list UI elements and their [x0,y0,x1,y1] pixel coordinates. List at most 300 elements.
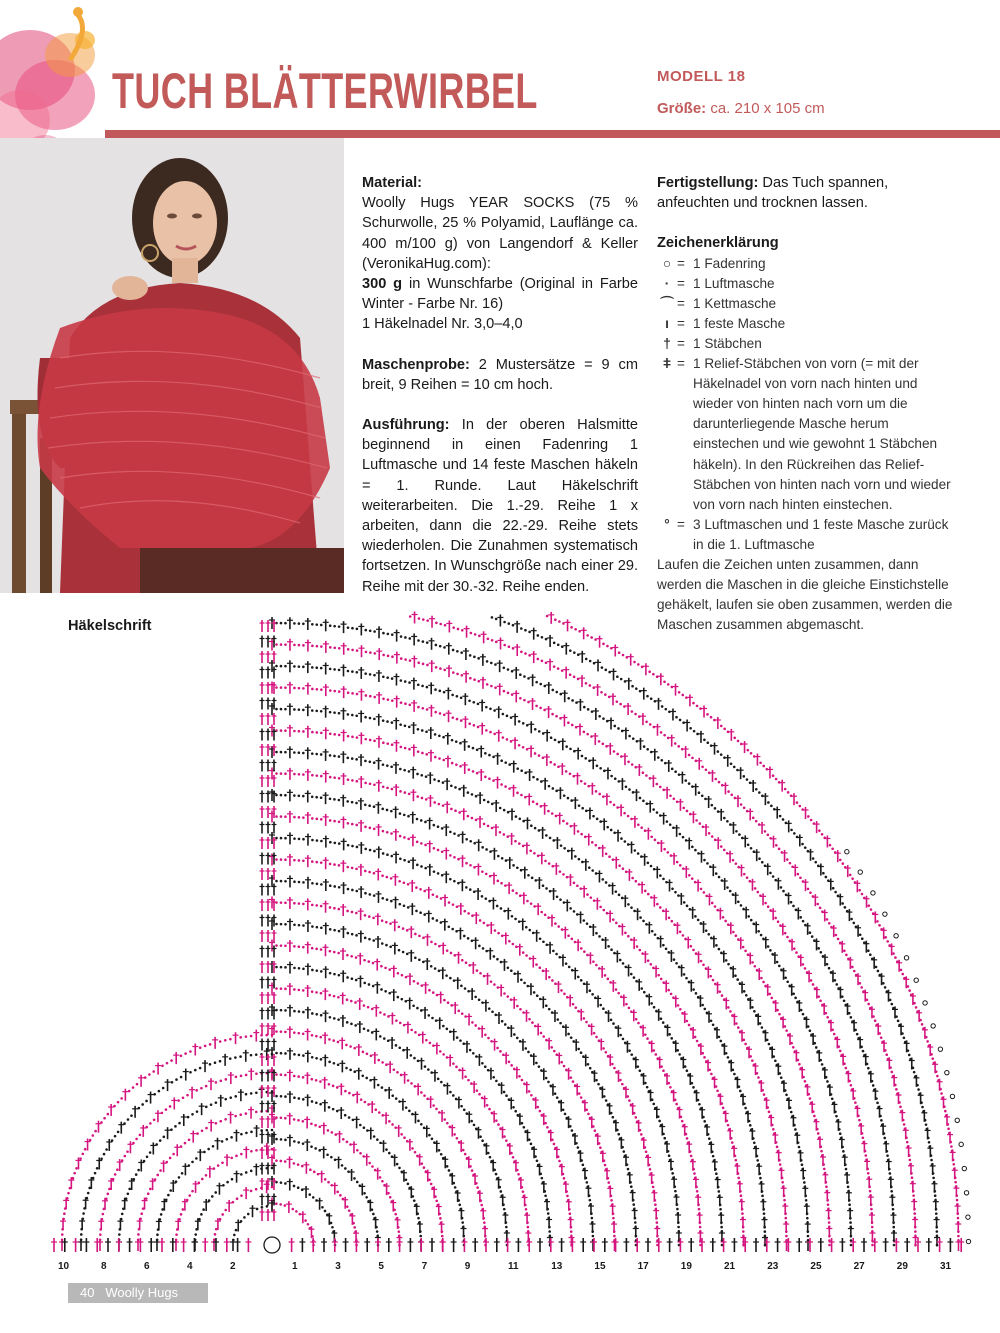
chain-mark [688,754,691,757]
chain-mark [708,1068,711,1071]
chain-mark [315,796,318,799]
chain-mark [516,767,519,770]
chain-mark [556,1096,559,1099]
chain-mark [494,929,497,932]
chain-mark [846,1181,849,1184]
chain-mark [386,898,389,901]
chain-mark [506,715,509,718]
chain-mark [361,1075,364,1078]
chain-mark [527,677,530,680]
chain-mark [550,1046,553,1049]
chain-mark [650,835,653,838]
chain-mark [395,1097,398,1100]
chain-mark [871,1226,874,1229]
chain-mark [483,1217,486,1220]
chain-mark [671,920,674,923]
chain-mark [424,1065,427,1068]
chain-mark [284,1052,287,1055]
chain-mark [802,920,805,923]
chain-mark [663,1137,666,1140]
chain-mark [717,750,720,753]
chain-mark [828,967,831,970]
chain-mark [628,735,631,738]
chain-mark [911,1176,914,1179]
chain-mark [886,940,889,943]
chain-mark [696,705,699,708]
chain-mark [451,762,454,765]
chain-mark [745,994,748,997]
chain-mark [404,636,407,639]
chain-mark [613,750,616,753]
chain-mark [726,886,729,889]
chain-mark [373,894,376,897]
chain-mark [442,804,445,807]
chain-mark [812,857,815,860]
chain-mark [632,1199,635,1202]
chain-mark [578,1092,581,1095]
chain-mark [510,969,513,972]
chain-mark [333,711,336,714]
chain-mark [622,1150,625,1153]
chain-mark [398,1046,401,1049]
chain-mark [912,1194,915,1197]
chain-mark [790,1042,793,1045]
chain-mark [703,891,706,894]
chain-mark [592,960,595,963]
chain-mark [794,997,797,1000]
chain-mark [434,943,437,946]
chain-mark [485,706,488,709]
chain-mark [382,654,385,657]
chain-mark [645,720,648,723]
chain-mark [634,849,637,852]
chain-mark [563,1177,566,1180]
chain-mark [629,1181,632,1184]
chain-mark [391,677,394,680]
chain-mark [819,1145,822,1148]
chain-mark [727,963,730,966]
chain-mark [309,1168,312,1171]
chain-mark [615,922,618,925]
chain-mark [551,689,554,692]
legend-text: 1 Stäbchen [693,335,762,351]
chain-mark [646,748,649,751]
chain-mark [491,803,494,806]
chain-mark [573,651,576,654]
chain-mark [577,678,580,681]
chain-mark [424,821,427,824]
chain-mark [562,1108,565,1111]
chain-mark [417,706,420,709]
chain-mark [776,961,779,964]
chain-mark [636,945,639,948]
chain-mark [280,1095,283,1098]
chain-mark [329,819,332,822]
chain-mark [956,1212,959,1215]
chain-mark [602,1007,605,1010]
chain-mark [381,1061,384,1064]
chain-mark [900,969,903,972]
chain-mark [467,791,470,794]
chain-mark [685,1133,688,1136]
chain-mark [689,727,692,730]
chain-mark [481,895,484,898]
chain-mark [529,849,532,852]
chain-mark [763,1093,766,1096]
chain-mark [520,650,523,653]
chain-mark [603,1159,606,1162]
chain-mark [558,620,561,623]
chain-mark [752,1137,755,1140]
chain-mark [404,747,407,750]
chain-mark [356,846,359,849]
chain-mark [691,846,694,849]
chain-mark [523,699,526,702]
chain-mark [613,1067,616,1070]
chain-mark [284,1009,287,1012]
chain-mark [315,818,318,821]
chain-mark [284,988,287,991]
chain-mark [569,1212,572,1215]
chain-mark [567,797,570,800]
chain-mark [634,1116,637,1119]
chain-mark [719,1040,722,1043]
chain-mark [460,1105,463,1108]
chain-mark [666,851,669,854]
chain-mark [637,823,640,826]
chain-mark [703,738,706,741]
chain-mark [284,945,287,948]
chain-mark [293,665,296,668]
chain-mark [169,1189,172,1192]
chain-mark [468,768,471,771]
chain-mark [432,917,435,920]
chain-mark [437,780,440,783]
chain-mark [324,1178,327,1181]
chain-mark [455,740,458,743]
chain-mark [320,667,323,670]
chain-mark [407,815,410,818]
chain-mark [221,1161,224,1164]
chain-mark [720,1102,723,1105]
chain-mark [828,922,831,925]
chain-mark [633,1112,636,1115]
chain-mark [302,1011,305,1014]
chain-mark [876,920,879,923]
chain-mark [383,1013,386,1016]
chain-mark [423,913,426,916]
chain-mark [847,1186,850,1189]
chain-mark [616,700,619,703]
chain-mark [315,753,318,756]
chain-mark [686,905,689,908]
chain-mark [376,1138,379,1141]
chain-mark [772,875,775,878]
chain-mark [747,915,750,918]
chain-mark [617,992,620,995]
chain-mark [668,1154,671,1157]
chain-mark [575,1142,578,1145]
chain-mark [293,859,296,862]
chain-mark [275,1202,278,1205]
chain-mark [640,987,643,990]
chain-mark [756,1159,759,1162]
chain-mark [894,1084,897,1087]
chain-mark [425,775,428,778]
chain-mark [293,1118,296,1121]
chain-mark [426,619,429,622]
chain-mark [563,992,566,995]
chain-mark [464,1153,467,1156]
chain-mark [347,888,350,891]
chain-mark [684,1065,687,1068]
chain-mark [351,627,354,630]
chain-mark [652,808,655,811]
chain-mark [742,946,745,949]
chain-mark [297,1119,300,1122]
chain-mark [711,902,714,905]
chain-mark [807,815,810,818]
chain-mark [458,1203,461,1206]
chain-mark [570,1226,573,1229]
chain-mark [720,1221,723,1224]
chain-mark [610,1199,613,1202]
chain-mark [742,1226,745,1229]
chain-mark [783,1199,786,1202]
chain-mark [915,1006,918,1009]
chain-mark [589,684,592,687]
chain-mark [384,990,387,993]
chain-mark [530,824,533,827]
chain-mark [280,815,283,818]
chain-mark [676,1049,679,1052]
chain-mark [433,801,436,804]
chain-mark [417,982,420,985]
chain-mark [347,844,350,847]
chain-mark [391,743,394,746]
chain-mark [744,1107,747,1110]
chain-mark [461,959,464,962]
chain-mark [669,823,672,826]
chain-mark [562,1173,565,1176]
chain-mark [552,787,555,790]
chain-mark [373,718,376,721]
chain-mark [512,1156,515,1159]
chain-mark [275,686,278,689]
chain-mark [654,839,657,842]
chain-mark [395,1019,398,1022]
chain-mark [592,1235,595,1238]
chain-mark [605,1099,608,1102]
chain-mark [934,1190,937,1193]
chain-mark [777,920,780,923]
chain-mark [628,1007,631,1010]
chain-mark [240,1153,243,1156]
chain-mark [577,830,580,833]
chain-mark [566,822,569,825]
chain-mark [298,967,301,970]
chain-mark [362,1051,365,1054]
chain-mark [420,865,423,868]
chain-mark [302,795,305,798]
chain-mark [422,663,425,666]
chain-mark [761,861,764,864]
chain-mark [835,983,838,986]
chain-mark [284,729,287,732]
chain-mark [624,840,627,843]
chain-mark [692,1168,695,1171]
chain-mark [586,1181,589,1184]
header-rule [105,130,1000,138]
chain-mark [481,1062,484,1065]
chain-mark [935,1212,938,1215]
chain-mark [202,1208,205,1211]
chain-mark [493,955,496,958]
chain-mark [735,862,738,865]
chain-mark [293,1053,296,1056]
chain-mark [606,826,609,829]
chain-mark [562,820,565,823]
chain-mark [644,1082,647,1085]
chain-mark [349,1045,352,1048]
chain-mark [551,713,554,716]
chain-mark [302,1032,305,1035]
chain-mark [420,842,423,845]
chain-mark [284,1182,287,1185]
chain-mark [476,749,479,752]
chain-mark [356,628,359,631]
material-text: Woolly Hugs YEAR SOCKS (75 % Schurwolle, 25 % Polyamid, Lauflänge ca. 400 m/100 g) von Langendorf & Keller (VeronikaHug.com): [362,195,638,272]
chain-mark [548,1226,551,1229]
chain-mark [712,1155,715,1158]
chain-mark [471,793,474,796]
legend-symbol: ı [665,315,669,331]
chain-mark [913,1212,916,1215]
chain-mark [505,1139,508,1142]
chain-mark [413,1199,416,1202]
chain-mark [569,673,572,676]
chain-mark [705,769,708,772]
chain-mark [320,818,323,821]
legend-equals: = [677,516,685,532]
chain-mark [807,1025,810,1028]
chain-mark [816,1128,819,1131]
chain-mark [572,1080,575,1083]
chain-mark [324,1210,327,1213]
chain-mark [753,1010,756,1013]
chain-mark [647,959,650,962]
chain-mark [386,876,389,879]
legend-equals: = [677,255,685,271]
execution-text: In der oberen Halsmitte beginnend in einen Fadenring 1 Luftmasche und 14 feste Maschen häkeln = 1. Runde. Laut Häkelschrift weiterarbeiten. Die 1.-29. Reihe 1 x arbeiten, dann die 22.-29. Reihe stets wiederholen. Die Zunahmen systematisch fortsetzen. In Wunschgröße nach einer 29. Reihe mit der 30.-32. Reihe enden. [362,417,638,595]
chain-mark [293,1075,296,1078]
chain-mark [565,1190,568,1193]
chain-mark [386,720,389,723]
chain-mark [717,1186,720,1189]
chain-mark [459,765,462,768]
chain-mark [379,1035,382,1038]
chain-mark [799,876,802,879]
chain-mark [410,1029,413,1032]
chain-mark [449,831,452,834]
chain-mark [676,1203,679,1206]
chain-mark [920,1101,923,1104]
chain-mark [301,1165,304,1168]
chain-mark [839,1050,842,1053]
chain-mark [857,1114,860,1117]
chain-mark [756,1072,759,1075]
chain-mark [338,669,341,672]
chain-mark [316,688,319,691]
chain-mark [353,1177,356,1180]
chain-mark [414,933,417,936]
chain-mark [338,908,341,911]
chain-mark [351,889,354,892]
chain-mark [490,685,493,688]
chain-mark [235,1229,238,1232]
chain-mark [514,918,517,921]
chain-mark [740,803,743,806]
chain-mark [786,858,789,861]
chain-mark [243,1216,246,1219]
chain-mark [935,1070,938,1073]
chain-mark [456,905,459,908]
chain-mark [710,716,713,719]
chain-mark [328,1106,331,1109]
chain-mark [245,1171,248,1174]
chain-mark [457,1199,460,1202]
chain-mark [293,644,296,647]
chain-mark [612,1217,615,1220]
chain-mark [563,794,566,797]
chain-mark [909,1159,912,1162]
chain-mark [734,1154,737,1157]
chain-mark [488,1007,491,1010]
chain-mark [598,715,601,718]
chain-mark [351,670,354,673]
chain-mark [527,874,530,877]
chain-mark [386,787,389,790]
chain-mark [790,1111,793,1114]
chain-mark [930,1053,933,1056]
chain-mark [284,643,287,646]
chain-mark [635,687,638,690]
chain-mark [329,972,332,975]
chain-mark [310,1145,313,1148]
chain-mark [293,687,296,690]
chain-mark [772,1055,775,1058]
chain-mark [327,1129,330,1132]
chain-mark [372,917,375,920]
chain-mark [280,772,283,775]
crochet-chart [40,608,980,1288]
chain-mark [381,874,384,877]
chain-mark [793,832,796,835]
chain-mark [679,719,682,722]
chain-mark [404,702,407,705]
chain-mark [546,1208,549,1211]
chain-mark [706,713,709,716]
chain-mark [280,880,283,883]
chain-mark [595,1079,598,1082]
chain-mark [569,1125,572,1128]
chain-mark [516,1169,519,1172]
chain-mark [721,994,724,997]
chain-mark [275,1030,278,1033]
chain-mark [284,1074,287,1077]
chain-mark [594,1129,597,1132]
chain-mark [333,907,336,910]
